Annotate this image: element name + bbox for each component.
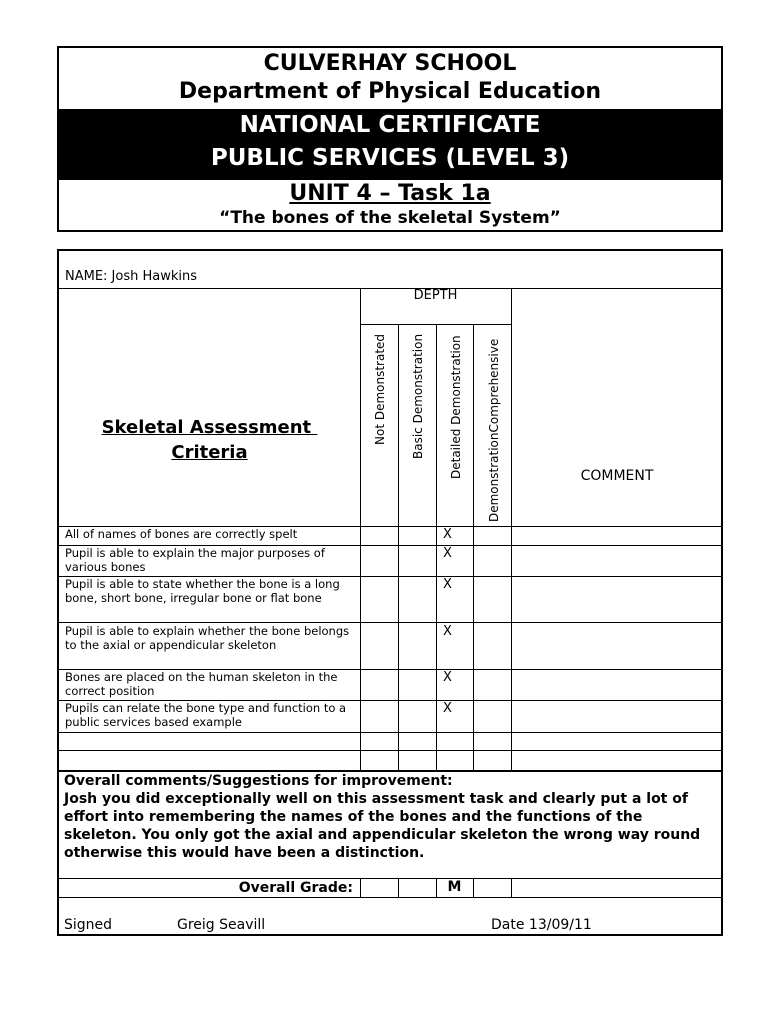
- depth-label: DEPTH: [413, 288, 458, 303]
- signed-date: Date 13/09/11: [491, 917, 592, 933]
- criterion-row-2: Pupil is able to explain the major purposes of various bones: [65, 546, 325, 574]
- signed-name: Greig Seavill: [177, 917, 266, 933]
- criterion-row-1: All of names of bones are correctly spelt: [65, 527, 298, 541]
- overall-grade-label: Overall Grade:: [238, 880, 353, 896]
- signed-label: Signed: [64, 917, 113, 933]
- unit-title: UNIT 4 – Task 1a: [289, 181, 491, 206]
- criterion-row-6: Pupils can relate the bone type and function to a public services based example: [65, 701, 347, 729]
- mark-row-4: X: [443, 624, 452, 639]
- department-name: Department of Physical Education: [178, 79, 602, 104]
- overall-comments-heading: Overall comments/Suggestions for improvement:: [64, 773, 453, 789]
- mark-row-3: X: [443, 577, 452, 592]
- criteria-heading: [59, 415, 360, 465]
- criterion-row-3: Pupil is able to state whether the bone is a long bone, short bone, irregular bone or flat bone: [65, 577, 340, 605]
- overall-comments: [64, 772, 714, 862]
- criteria-heading-line-1: Skeletal Assessment: [101, 417, 318, 438]
- task-subtitle: “The bones of the skeletal System”: [219, 208, 561, 228]
- document-header: [57, 46, 723, 232]
- overall-grade-value: M: [447, 879, 462, 895]
- column-detailed-demonstration: Detailed Demonstration: [449, 335, 463, 479]
- mark-row-5: X: [443, 670, 452, 685]
- mark-row-1: X: [443, 527, 452, 542]
- criteria-heading-line-2: Criteria: [171, 442, 248, 463]
- certificate-banner: [59, 109, 721, 179]
- banner-line-2: PUBLIC SERVICES (LEVEL 3): [210, 145, 570, 171]
- mark-row-2: X: [443, 546, 452, 561]
- overall-comments-text: Josh you did exceptionally well on this assessment task and clearly put a lot of effort into remembering the names of the bones and the functions of the skeleton. You only got the axial and appendicular skeleton the wrong way round otherwise this would have been a distinction.: [64, 791, 701, 861]
- comment-label: COMMENT: [580, 468, 654, 484]
- mark-row-6: X: [443, 701, 452, 716]
- school-name: CULVERHAY SCHOOL: [263, 51, 517, 76]
- column-basic-demonstration: Basic Demonstration: [411, 333, 425, 459]
- criterion-row-5: Bones are placed on the human skeleton in the correct position: [65, 670, 338, 698]
- column-not-demonstrated: Not Demonstrated: [373, 333, 387, 445]
- banner-line-1: NATIONAL CERTIFICATE: [239, 112, 541, 138]
- criterion-row-4: Pupil is able to explain whether the bone belongs to the axial or appendicular skeleton: [65, 624, 350, 652]
- assessment-form: [57, 249, 723, 936]
- column-comprehensive-demonstration: DemonstrationComprehensive: [487, 338, 501, 522]
- student-name: NAME: Josh Hawkins: [65, 269, 198, 284]
